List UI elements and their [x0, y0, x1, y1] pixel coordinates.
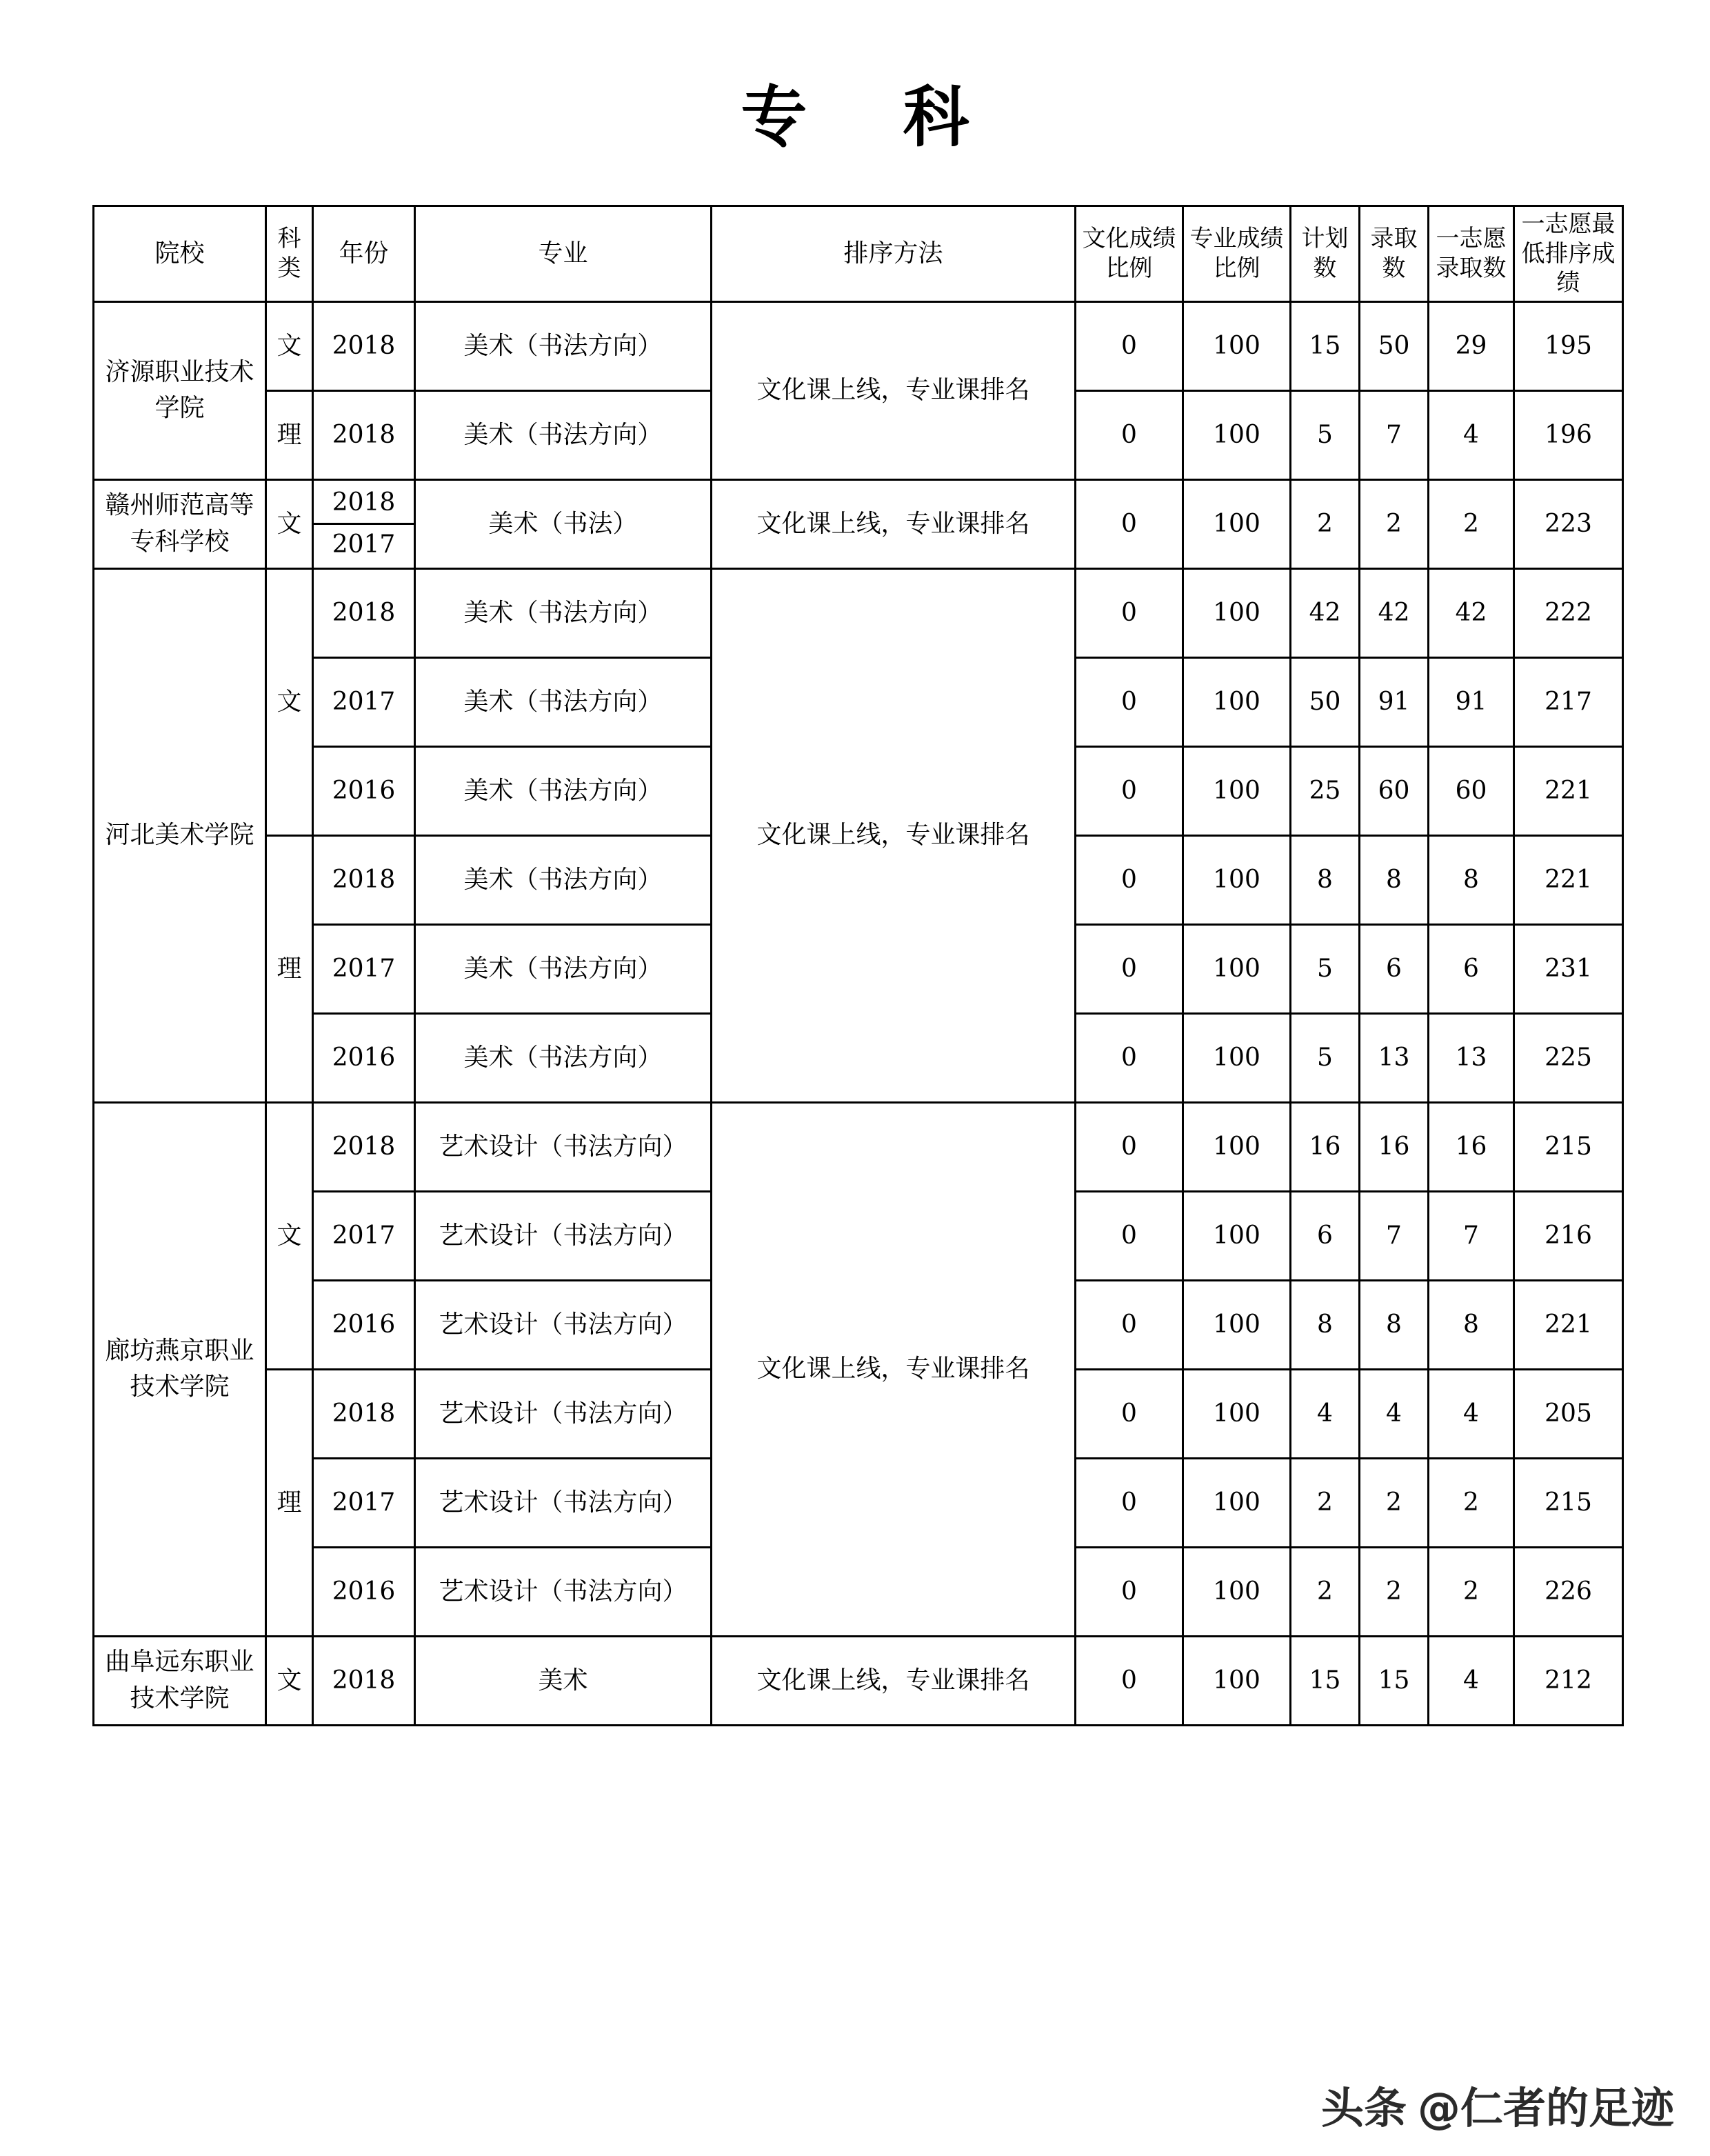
cell-min-score: 196 — [1514, 390, 1623, 479]
cell-plan: 5 — [1291, 390, 1360, 479]
cell-plan: 5 — [1291, 924, 1360, 1013]
cell-major-ratio: 100 — [1183, 1191, 1291, 1280]
cell-first-choice: 8 — [1429, 835, 1514, 924]
cell-school: 济源职业技术学院 — [94, 301, 266, 479]
cell-year: 2017 — [313, 1191, 415, 1280]
header-first-choice-admitted: 一志愿录取数 — [1429, 206, 1514, 302]
cell-min-score: 225 — [1514, 1013, 1623, 1102]
header-plan-count: 计划数 — [1291, 206, 1360, 302]
cell-year: 2016 — [313, 1280, 415, 1369]
cell-culture-ratio: 0 — [1076, 746, 1183, 835]
cell-major-ratio: 100 — [1183, 568, 1291, 657]
cell-first-choice: 2 — [1429, 1458, 1514, 1547]
cell-admitted: 2 — [1360, 479, 1429, 568]
cell-kelei: 文 — [266, 301, 313, 390]
cell-min-score: 221 — [1514, 746, 1623, 835]
cell-major: 美术（书法方向） — [415, 835, 712, 924]
header-culture-ratio: 文化成绩比例 — [1076, 206, 1183, 302]
cell-major: 艺术设计（书法方向） — [415, 1102, 712, 1191]
cell-plan: 2 — [1291, 1458, 1360, 1547]
cell-plan: 25 — [1291, 746, 1360, 835]
cell-year: 2018 — [313, 390, 415, 479]
cell-method: 文化课上线，专业课排名 — [712, 479, 1076, 568]
admissions-table — [92, 205, 1624, 1726]
cell-major-ratio: 100 — [1183, 1369, 1291, 1458]
cell-culture-ratio: 0 — [1076, 390, 1183, 479]
header-major: 专业 — [415, 206, 712, 302]
cell-first-choice: 7 — [1429, 1191, 1514, 1280]
cell-plan: 8 — [1291, 1280, 1360, 1369]
cell-culture-ratio: 0 — [1076, 301, 1183, 390]
admissions-table-container — [92, 205, 1622, 1726]
cell-culture-ratio: 0 — [1076, 924, 1183, 1013]
cell-year-split — [313, 479, 415, 568]
cell-school: 廊坊燕京职业技术学院 — [94, 1102, 266, 1636]
header-year: 年份 — [313, 206, 415, 302]
cell-admitted: 16 — [1360, 1102, 1429, 1191]
cell-first-choice: 2 — [1429, 1547, 1514, 1636]
cell-year: 2016 — [313, 1013, 415, 1102]
cell-plan: 15 — [1291, 1636, 1360, 1725]
cell-plan: 8 — [1291, 835, 1360, 924]
page-title: 专 科 — [741, 78, 1006, 156]
header-admitted-count: 录取数 — [1360, 206, 1429, 302]
cell-major: 美术（书法方向） — [415, 924, 712, 1013]
cell-min-score: 217 — [1514, 657, 1623, 746]
cell-major-ratio: 100 — [1183, 1458, 1291, 1547]
cell-major-ratio: 100 — [1183, 1102, 1291, 1191]
cell-major: 美术（书法方向） — [415, 1013, 712, 1102]
cell-major: 艺术设计（书法方向） — [415, 1369, 712, 1458]
cell-min-score: 222 — [1514, 568, 1623, 657]
cell-min-score: 221 — [1514, 1280, 1623, 1369]
cell-major-ratio: 100 — [1183, 835, 1291, 924]
header-kelei: 科类 — [266, 206, 313, 302]
cell-method: 文化课上线，专业课排名 — [712, 301, 1076, 479]
watermark — [1320, 2083, 1674, 2133]
cell-major-ratio: 100 — [1183, 479, 1291, 568]
cell-first-choice: 4 — [1429, 1636, 1514, 1725]
table-row — [94, 479, 1623, 568]
cell-major: 美术（书法） — [415, 479, 712, 568]
table-row — [94, 1636, 1623, 1725]
cell-min-score: 221 — [1514, 835, 1623, 924]
cell-admitted: 4 — [1360, 1369, 1429, 1458]
cell-admitted: 2 — [1360, 1458, 1429, 1547]
cell-major: 艺术设计（书法方向） — [415, 1280, 712, 1369]
cell-min-score: 223 — [1514, 479, 1623, 568]
cell-admitted: 42 — [1360, 568, 1429, 657]
cell-first-choice: 16 — [1429, 1102, 1514, 1191]
cell-plan: 4 — [1291, 1369, 1360, 1458]
cell-major: 美术（书法方向） — [415, 301, 712, 390]
cell-major-ratio: 100 — [1183, 1636, 1291, 1725]
cell-culture-ratio: 0 — [1076, 568, 1183, 657]
cell-culture-ratio: 0 — [1076, 1280, 1183, 1369]
cell-culture-ratio: 0 — [1076, 1102, 1183, 1191]
cell-admitted: 8 — [1360, 835, 1429, 924]
cell-year: 2018 — [313, 835, 415, 924]
cell-plan: 6 — [1291, 1191, 1360, 1280]
cell-method: 文化课上线，专业课排名 — [712, 1636, 1076, 1725]
cell-major-ratio: 100 — [1183, 301, 1291, 390]
cell-major-ratio: 100 — [1183, 1547, 1291, 1636]
cell-culture-ratio: 0 — [1076, 1458, 1183, 1547]
cell-min-score: 216 — [1514, 1191, 1623, 1280]
cell-major-ratio: 100 — [1183, 746, 1291, 835]
cell-school: 河北美术学院 — [94, 568, 266, 1102]
table-row — [94, 1102, 1623, 1191]
cell-min-score: 215 — [1514, 1102, 1623, 1191]
cell-kelei: 理 — [266, 1369, 313, 1636]
cell-admitted: 50 — [1360, 301, 1429, 390]
cell-kelei: 文 — [266, 1102, 313, 1369]
cell-year: 2017 — [313, 657, 415, 746]
cell-culture-ratio: 0 — [1076, 479, 1183, 568]
cell-admitted: 8 — [1360, 1280, 1429, 1369]
cell-admitted: 15 — [1360, 1636, 1429, 1725]
cell-major-ratio: 100 — [1183, 924, 1291, 1013]
cell-year: 2018 — [314, 483, 414, 526]
cell-year: 2018 — [313, 568, 415, 657]
watermark-handle: @仁者的足迹 — [1417, 2083, 1674, 2133]
cell-admitted: 7 — [1360, 390, 1429, 479]
cell-culture-ratio: 0 — [1076, 1636, 1183, 1725]
table-body — [94, 301, 1623, 1725]
cell-plan: 2 — [1291, 479, 1360, 568]
table-row — [94, 301, 1623, 390]
cell-admitted: 7 — [1360, 1191, 1429, 1280]
cell-method: 文化课上线，专业课排名 — [712, 1102, 1076, 1636]
cell-first-choice: 42 — [1429, 568, 1514, 657]
watermark-brand: 头条 — [1320, 2083, 1407, 2133]
cell-plan: 50 — [1291, 657, 1360, 746]
header-method: 排序方法 — [712, 206, 1076, 302]
cell-kelei: 文 — [266, 1636, 313, 1725]
cell-first-choice: 91 — [1429, 657, 1514, 746]
cell-kelei: 文 — [266, 568, 313, 835]
cell-min-score: 231 — [1514, 924, 1623, 1013]
cell-year: 2017 — [313, 1458, 415, 1547]
cell-plan: 2 — [1291, 1547, 1360, 1636]
cell-culture-ratio: 0 — [1076, 657, 1183, 746]
cell-school: 赣州师范高等专科学校 — [94, 479, 266, 568]
cell-first-choice: 4 — [1429, 390, 1514, 479]
cell-culture-ratio: 0 — [1076, 1369, 1183, 1458]
table-row — [94, 568, 1623, 657]
cell-major: 美术（书法方向） — [415, 568, 712, 657]
cell-year: 2018 — [313, 1102, 415, 1191]
cell-year: 2018 — [313, 1636, 415, 1725]
cell-major: 艺术设计（书法方向） — [415, 1458, 712, 1547]
cell-major: 美术（书法方向） — [415, 390, 712, 479]
table-header-row — [94, 206, 1623, 302]
cell-min-score: 226 — [1514, 1547, 1623, 1636]
cell-year: 2016 — [313, 1547, 415, 1636]
cell-major-ratio: 100 — [1183, 390, 1291, 479]
cell-admitted: 6 — [1360, 924, 1429, 1013]
cell-first-choice: 60 — [1429, 746, 1514, 835]
cell-culture-ratio: 0 — [1076, 1191, 1183, 1280]
cell-year: 2016 — [313, 746, 415, 835]
cell-year: 2018 — [313, 301, 415, 390]
cell-first-choice: 6 — [1429, 924, 1514, 1013]
cell-first-choice: 29 — [1429, 301, 1514, 390]
cell-culture-ratio: 0 — [1076, 1547, 1183, 1636]
cell-plan: 16 — [1291, 1102, 1360, 1191]
cell-first-choice: 13 — [1429, 1013, 1514, 1102]
cell-first-choice: 8 — [1429, 1280, 1514, 1369]
cell-kelei: 理 — [266, 390, 313, 479]
cell-major-ratio: 100 — [1183, 657, 1291, 746]
cell-plan: 42 — [1291, 568, 1360, 657]
cell-school: 曲阜远东职业技术学院 — [94, 1636, 266, 1725]
cell-major: 美术（书法方向） — [415, 746, 712, 835]
cell-admitted: 91 — [1360, 657, 1429, 746]
cell-kelei: 文 — [266, 479, 313, 568]
cell-plan: 15 — [1291, 301, 1360, 390]
cell-major: 美术 — [415, 1636, 712, 1725]
cell-year: 2018 — [313, 1369, 415, 1458]
header-first-choice-min-score: 一志愿最低排序成绩 — [1514, 206, 1623, 302]
cell-culture-ratio: 0 — [1076, 835, 1183, 924]
cell-first-choice: 2 — [1429, 479, 1514, 568]
cell-major: 美术（书法方向） — [415, 657, 712, 746]
cell-major: 艺术设计（书法方向） — [415, 1547, 712, 1636]
cell-min-score: 205 — [1514, 1369, 1623, 1458]
cell-year: 2017 — [332, 530, 396, 559]
cell-kelei: 理 — [266, 835, 313, 1102]
cell-min-score: 212 — [1514, 1636, 1623, 1725]
cell-major-ratio: 100 — [1183, 1013, 1291, 1102]
cell-plan: 5 — [1291, 1013, 1360, 1102]
header-major-ratio: 专业成绩比例 — [1183, 206, 1291, 302]
cell-admitted: 2 — [1360, 1547, 1429, 1636]
header-school: 院校 — [94, 206, 266, 302]
cell-year: 2017 — [313, 924, 415, 1013]
cell-major-ratio: 100 — [1183, 1280, 1291, 1369]
cell-culture-ratio: 0 — [1076, 1013, 1183, 1102]
cell-min-score: 195 — [1514, 301, 1623, 390]
cell-min-score: 215 — [1514, 1458, 1623, 1547]
cell-admitted: 13 — [1360, 1013, 1429, 1102]
cell-admitted: 60 — [1360, 746, 1429, 835]
cell-first-choice: 4 — [1429, 1369, 1514, 1458]
cell-major: 艺术设计（书法方向） — [415, 1191, 712, 1280]
cell-method: 文化课上线，专业课排名 — [712, 568, 1076, 1102]
